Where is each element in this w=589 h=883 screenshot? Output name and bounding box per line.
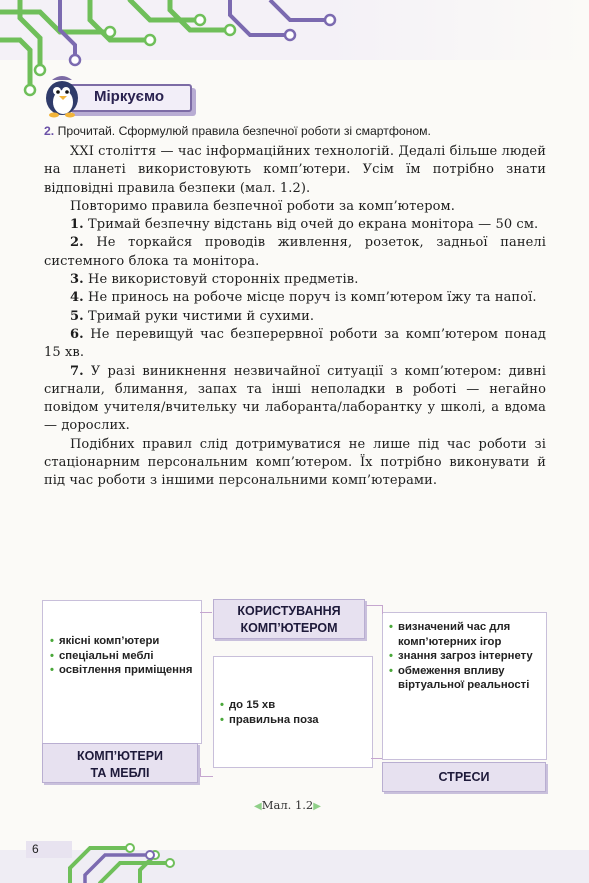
right-panel-title [382,762,546,792]
section-label: Міркуємо [94,88,165,105]
task-number: 2. [44,124,55,138]
center-title-line2: КОМП’ЮТЕРОМ [240,621,338,635]
rule-number: 7. [70,363,84,379]
center-panel-title [213,599,365,639]
rule-item [44,308,546,326]
rule-item [44,271,546,289]
penguin-mascot-icon [40,72,92,118]
rule-number: 2. [70,235,84,251]
rule-item [44,363,546,436]
rule-item [44,289,546,307]
rule-number: 6. [70,326,84,342]
list-item: • якісні комп’ютери [50,634,198,649]
task-text: Прочитай. Сформулюй правила безпечної роботи зі смартфоном. [57,124,431,138]
task-instruction [44,124,554,138]
triangle-right-icon: ▶ [313,801,321,812]
list-item: • правильна поза [220,713,370,728]
circuit-decoration-bottom [0,820,589,883]
list-item: • спеціальні меблі [50,649,198,664]
list-item: • освітлення приміщення [50,663,198,678]
connector-bottom [200,768,213,777]
rule-text: Не використовуй сторонніх предметів. [88,272,359,288]
intro-paragraph: XXI століття — час інформаційних технологій. Дедалі більше людей на планеті використовують комп’ютери. Усім їм потрібно знати відповідні правила безпеки (мал. 1.2). [44,144,546,196]
left-panel-title [42,743,198,783]
rule-item [44,234,546,271]
closing-paragraph: Подібних правил слід дотримуватися не лише під час роботи зі стаціонарним персональним комп’ютером. Їх потрібно виконувати й під час роботи з іншими персональними комп’ютерами. [44,436,546,489]
section-badge [40,80,192,114]
rule-number: 1. [70,217,84,233]
page-number: 6 [26,841,72,858]
center-items [220,698,370,727]
right-items [389,620,539,693]
rule-text: Не торкайся проводів живлення, розеток, задньої панелі системного блока та монітора. [44,235,547,269]
rule-text: Тримай руки чистими й сухими. [88,308,315,324]
rule-item [44,216,546,234]
left-title-line2: ТА МЕБЛІ [90,766,150,780]
rule-number: 4. [70,290,84,306]
center-title-line1: КОРИСТУВАННЯ [237,604,341,618]
list-item: • знання загроз інтернету [389,649,539,664]
left-title-line1: КОМП’ЮТЕРИ [76,749,164,763]
triangle-left-icon: ◀ [254,801,262,812]
rule-text: Не перевищуй час безперервної роботи за комп’ютером понад 15 хв. [44,326,547,361]
caption-text: Мал. 1.2 [261,798,314,812]
rule-text: У разі виникнення незвичайної ситуації з комп’ютером: дивні сигнали, блимання, запах та інші неполадки в роботі — негайно повідом учителя/вчительку чи лаборанта/лаборантку у школі, а вдома — дорослих. [44,363,546,434]
body-text [44,143,546,491]
connector-bottom-right [371,758,382,759]
figure-caption [254,798,321,812]
list-item: • обмеження впливу віртуальної реальності [389,664,539,693]
rule-item [44,326,546,363]
repeat-paragraph: Повторимо правила безпечної роботи за комп’ютером. [70,198,455,214]
rule-number: 3. [70,272,84,288]
connector-left [200,612,212,613]
list-item: • до 15 хв [220,698,370,713]
left-items [50,634,198,678]
rule-text: Не принось на робоче місце поруч із комп’ютером їжу та напої. [88,290,537,306]
rule-text: Тримай безпечну відстань від очей до екрана монітора — 50 см. [88,217,539,233]
rule-number: 5. [70,308,84,324]
list-item: • визначений час для комп’ютерних ігор [389,620,539,649]
right-title: СТРЕСИ [438,770,490,784]
connector-right [366,605,383,614]
